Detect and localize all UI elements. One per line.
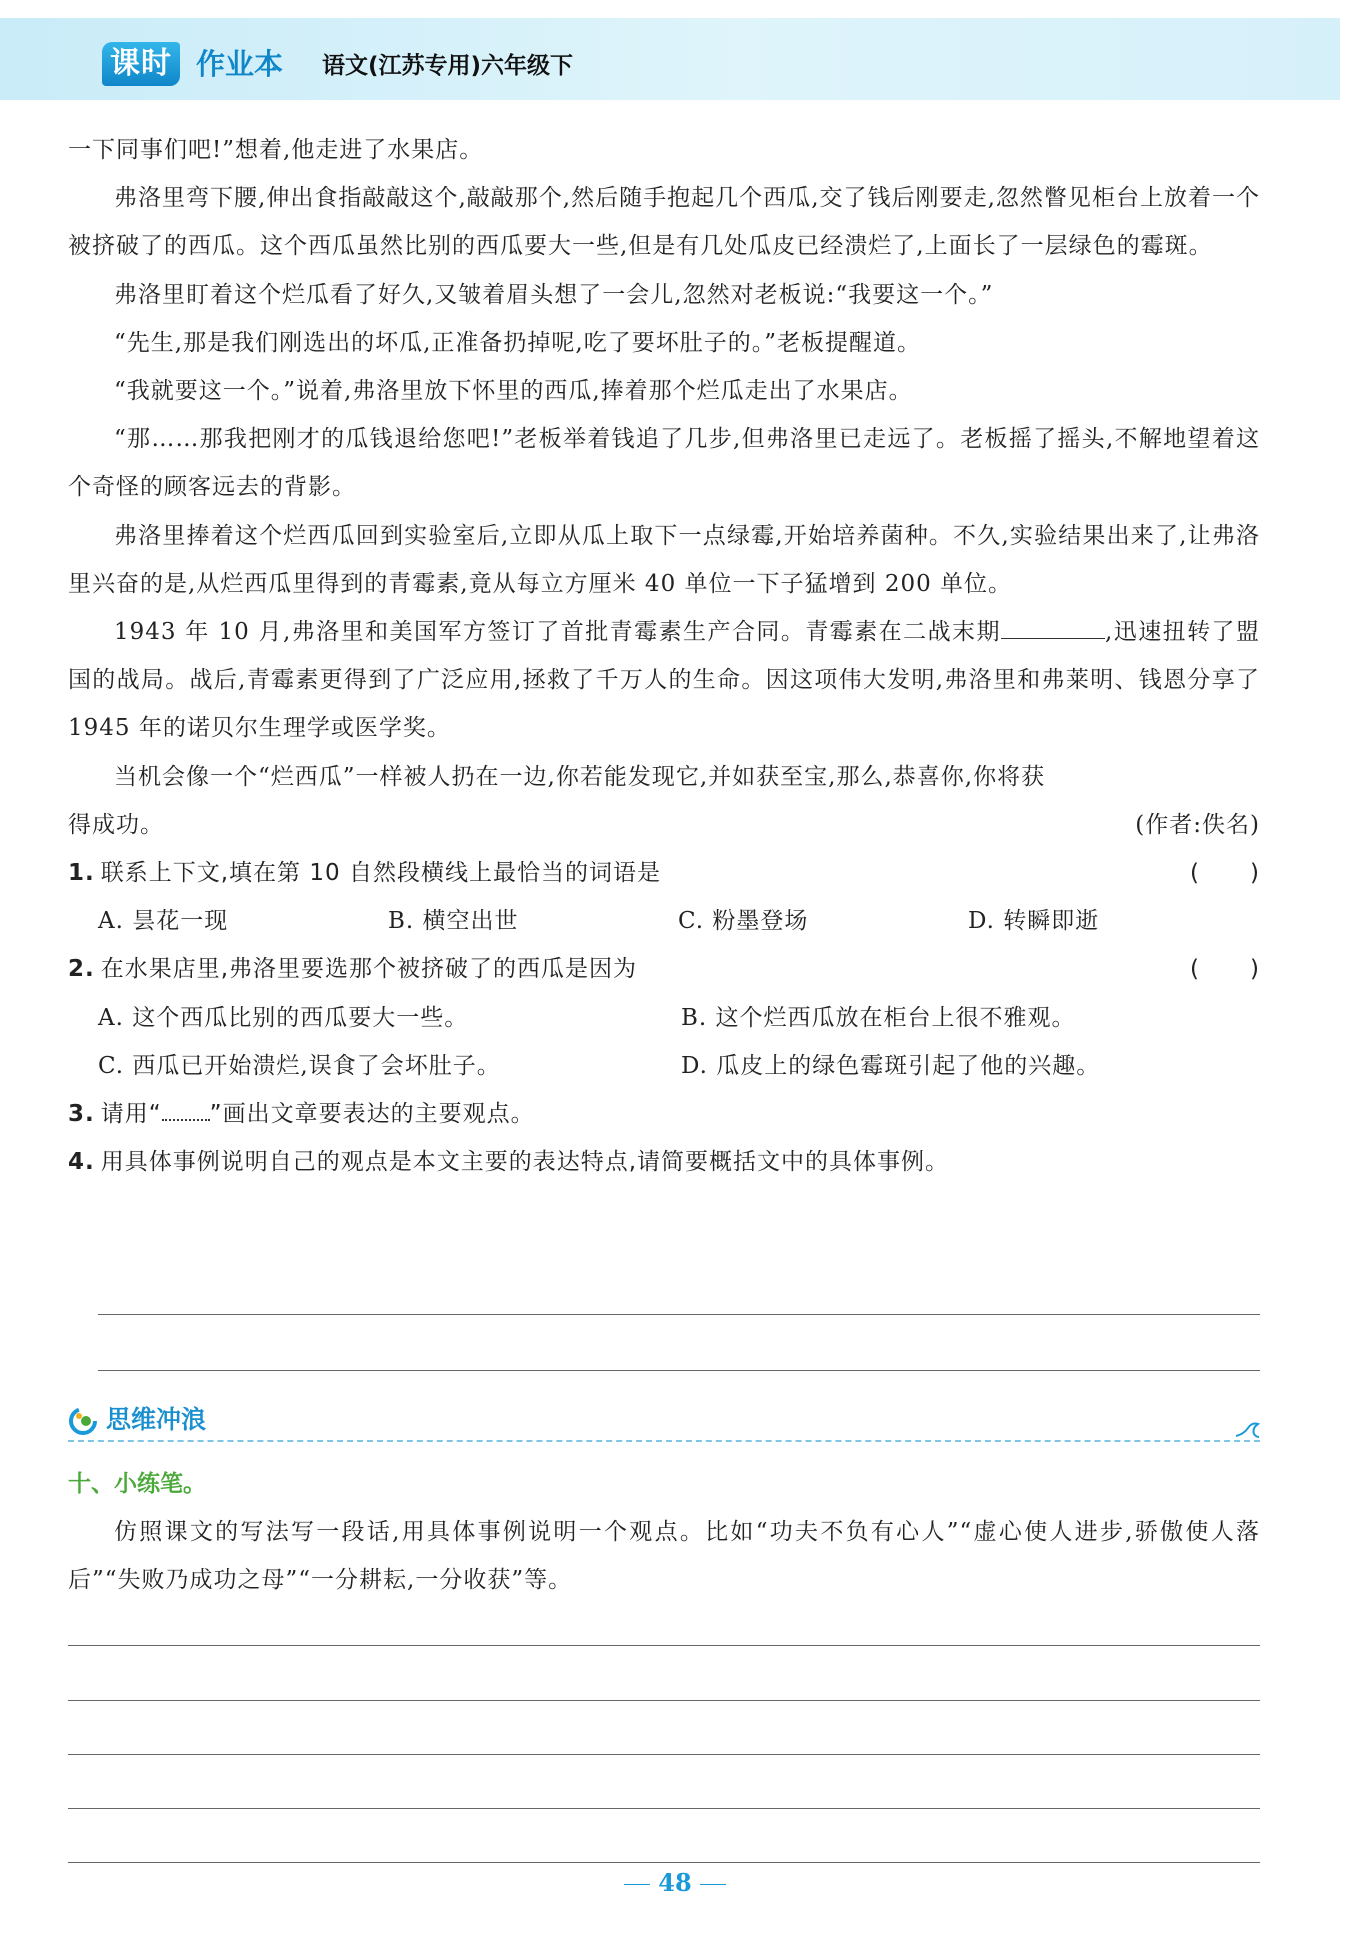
passage-paragraph: 一下同事们吧!”想着,他走进了水果店。 [68, 137, 484, 163]
passage-paragraph: 弗洛里弯下腰,伸出食指敲敲这个,敲敲那个,然后随手抱起几个西瓜,交了钱后刚要走,忽然瞥见柜台上放着一个被挤破了的西瓜。这个西瓜虽然比别的西瓜要大一些,但是有几处瓜皮已经溃烂了,上面长了一层绿色的霉斑。 [68, 185, 1260, 260]
para10-text-after: ,迅速扭转了盟国的战局。战后,青霉素更得到了广泛应用,拯救了千万人的生命。因这项伟大发明,弗洛里和弗莱明、钱恩分享了 1945 年的诺贝尔生理学或医学奖。 [68, 619, 1261, 742]
wave-icon [1234, 1420, 1260, 1440]
option-b[interactable]: B. 横空出世 [388, 908, 519, 935]
answer-parentheses[interactable]: ( ) [1190, 956, 1260, 983]
writing-line[interactable] [68, 1645, 1260, 1646]
question-text: 在水果店里,弗洛里要选那个被挤破了的西瓜是因为 [100, 956, 638, 983]
reading-passage [68, 126, 1260, 1186]
option-a[interactable]: A. 这个西瓜比别的西瓜要大一些。 [98, 1004, 469, 1031]
passage-paragraph: 弗洛里盯着这个烂瓜看了好久,又皱着眉头想了一会儿,忽然对老板说:“我要这一个。” [114, 281, 994, 308]
option-c[interactable]: C. 粉墨登场 [678, 908, 809, 935]
question-1-options [68, 897, 1260, 945]
writing-line[interactable] [68, 1862, 1260, 1863]
brand-title: 作业本 [196, 47, 284, 81]
option-b[interactable]: B. 这个烂西瓜放在柜台上很不雅观。 [681, 1004, 1076, 1031]
question-3 [68, 1090, 1260, 1138]
answer-line[interactable] [98, 1370, 1260, 1371]
question-2 [68, 945, 1260, 993]
question-2-options [68, 994, 1260, 1090]
passage-paragraph: “那……那我把刚才的瓜钱退给您吧!”老板举着钱追了几步,但弗洛里已走远了。老板摇了摇头,不解地望着这个奇怪的顾客远去的背影。 [68, 426, 1260, 501]
answer-line[interactable] [98, 1314, 1260, 1315]
wavy-underline-symbol [162, 1099, 210, 1121]
page-number: 48 [658, 1868, 692, 1897]
writing-line[interactable] [68, 1808, 1260, 1809]
series-logo: 课时 [102, 42, 180, 86]
passage-paragraph: “我就要这一个。”说着,弗洛里放下怀里的西瓜,捧着那个烂瓜走出了水果店。 [114, 378, 913, 405]
section-title: 思维冲浪 [106, 1405, 207, 1434]
book-subject: 语文(江苏专用)六年级下 [322, 53, 574, 79]
question-text-after: ”画出文章要表达的主要观点。 [209, 1101, 535, 1128]
page-footer [0, 1868, 1350, 1897]
question-4 [68, 1138, 1260, 1186]
answer-parentheses[interactable]: ( ) [1190, 860, 1260, 887]
question-number: 3. [68, 1101, 95, 1128]
question-number: 2. [68, 956, 95, 983]
question-text-before: 请用“ [100, 1101, 162, 1128]
author-credit: (作者:佚名) [1135, 811, 1260, 838]
fill-in-blank[interactable] [1001, 614, 1105, 639]
passage-paragraph: 弗洛里捧着这个烂西瓜回到实验室后,立即从瓜上取下一点绿霉,开始培养菌种。不久,实验结果出来了,让弗洛里兴奋的是,从烂西瓜里得到的青霉素,竟从每立方厘米 40 单位一下子猛增到 200 单位。 [68, 522, 1260, 597]
section-header [68, 1400, 1260, 1442]
option-c[interactable]: C. 西瓜已开始溃烂,误食了会坏肚子。 [98, 1052, 501, 1079]
exercise-heading: 十、小练笔。 [68, 1471, 206, 1497]
option-d[interactable]: D. 瓜皮上的绿色霉斑引起了他的兴趣。 [681, 1052, 1101, 1079]
writing-line[interactable] [68, 1754, 1260, 1755]
footer-dash [700, 1884, 726, 1885]
question-text: 联系上下文,填在第 10 自然段横线上最恰当的词语是 [100, 860, 661, 887]
passage-paragraph: “先生,那是我们刚选出的坏瓜,正准备扔掉呢,吃了要坏肚子的。”老板提醒道。 [114, 329, 921, 356]
conclusion-text: 得成功。 [68, 811, 164, 838]
question-number: 4. [68, 1149, 95, 1176]
conclusion-line2 [68, 801, 1260, 849]
passage-paragraph-10 [68, 608, 1260, 753]
conclusion-line1: 当机会像一个“烂西瓜”一样被人扔在一边,你若能发现它,并如获至宝,那么,恭喜你,你将获 [114, 763, 1046, 790]
writing-line[interactable] [68, 1700, 1260, 1701]
option-a[interactable]: A. 昙花一现 [98, 908, 229, 935]
question-text: 用具体事例说明自己的观点是本文主要的表达特点,请简要概括文中的具体事例。 [100, 1149, 950, 1176]
question-number: 1. [68, 860, 95, 887]
swirl-icon [68, 1406, 98, 1436]
option-d[interactable]: D. 转瞬即逝 [968, 908, 1100, 935]
para10-text-before: 1943 年 10 月,弗洛里和美国军方签订了首批青霉素生产合同。青霉素在二战末期 [114, 619, 1001, 646]
footer-dash [624, 1884, 650, 1885]
exercise-prompt: 仿照课文的写法写一段话,用具体事例说明一个观点。比如“功夫不负有心人”“虚心使人进步,骄傲使人落后”“失败乃成功之母”“一分耕耘,一分收获”等。 [68, 1519, 1260, 1593]
question-1 [68, 849, 1260, 897]
